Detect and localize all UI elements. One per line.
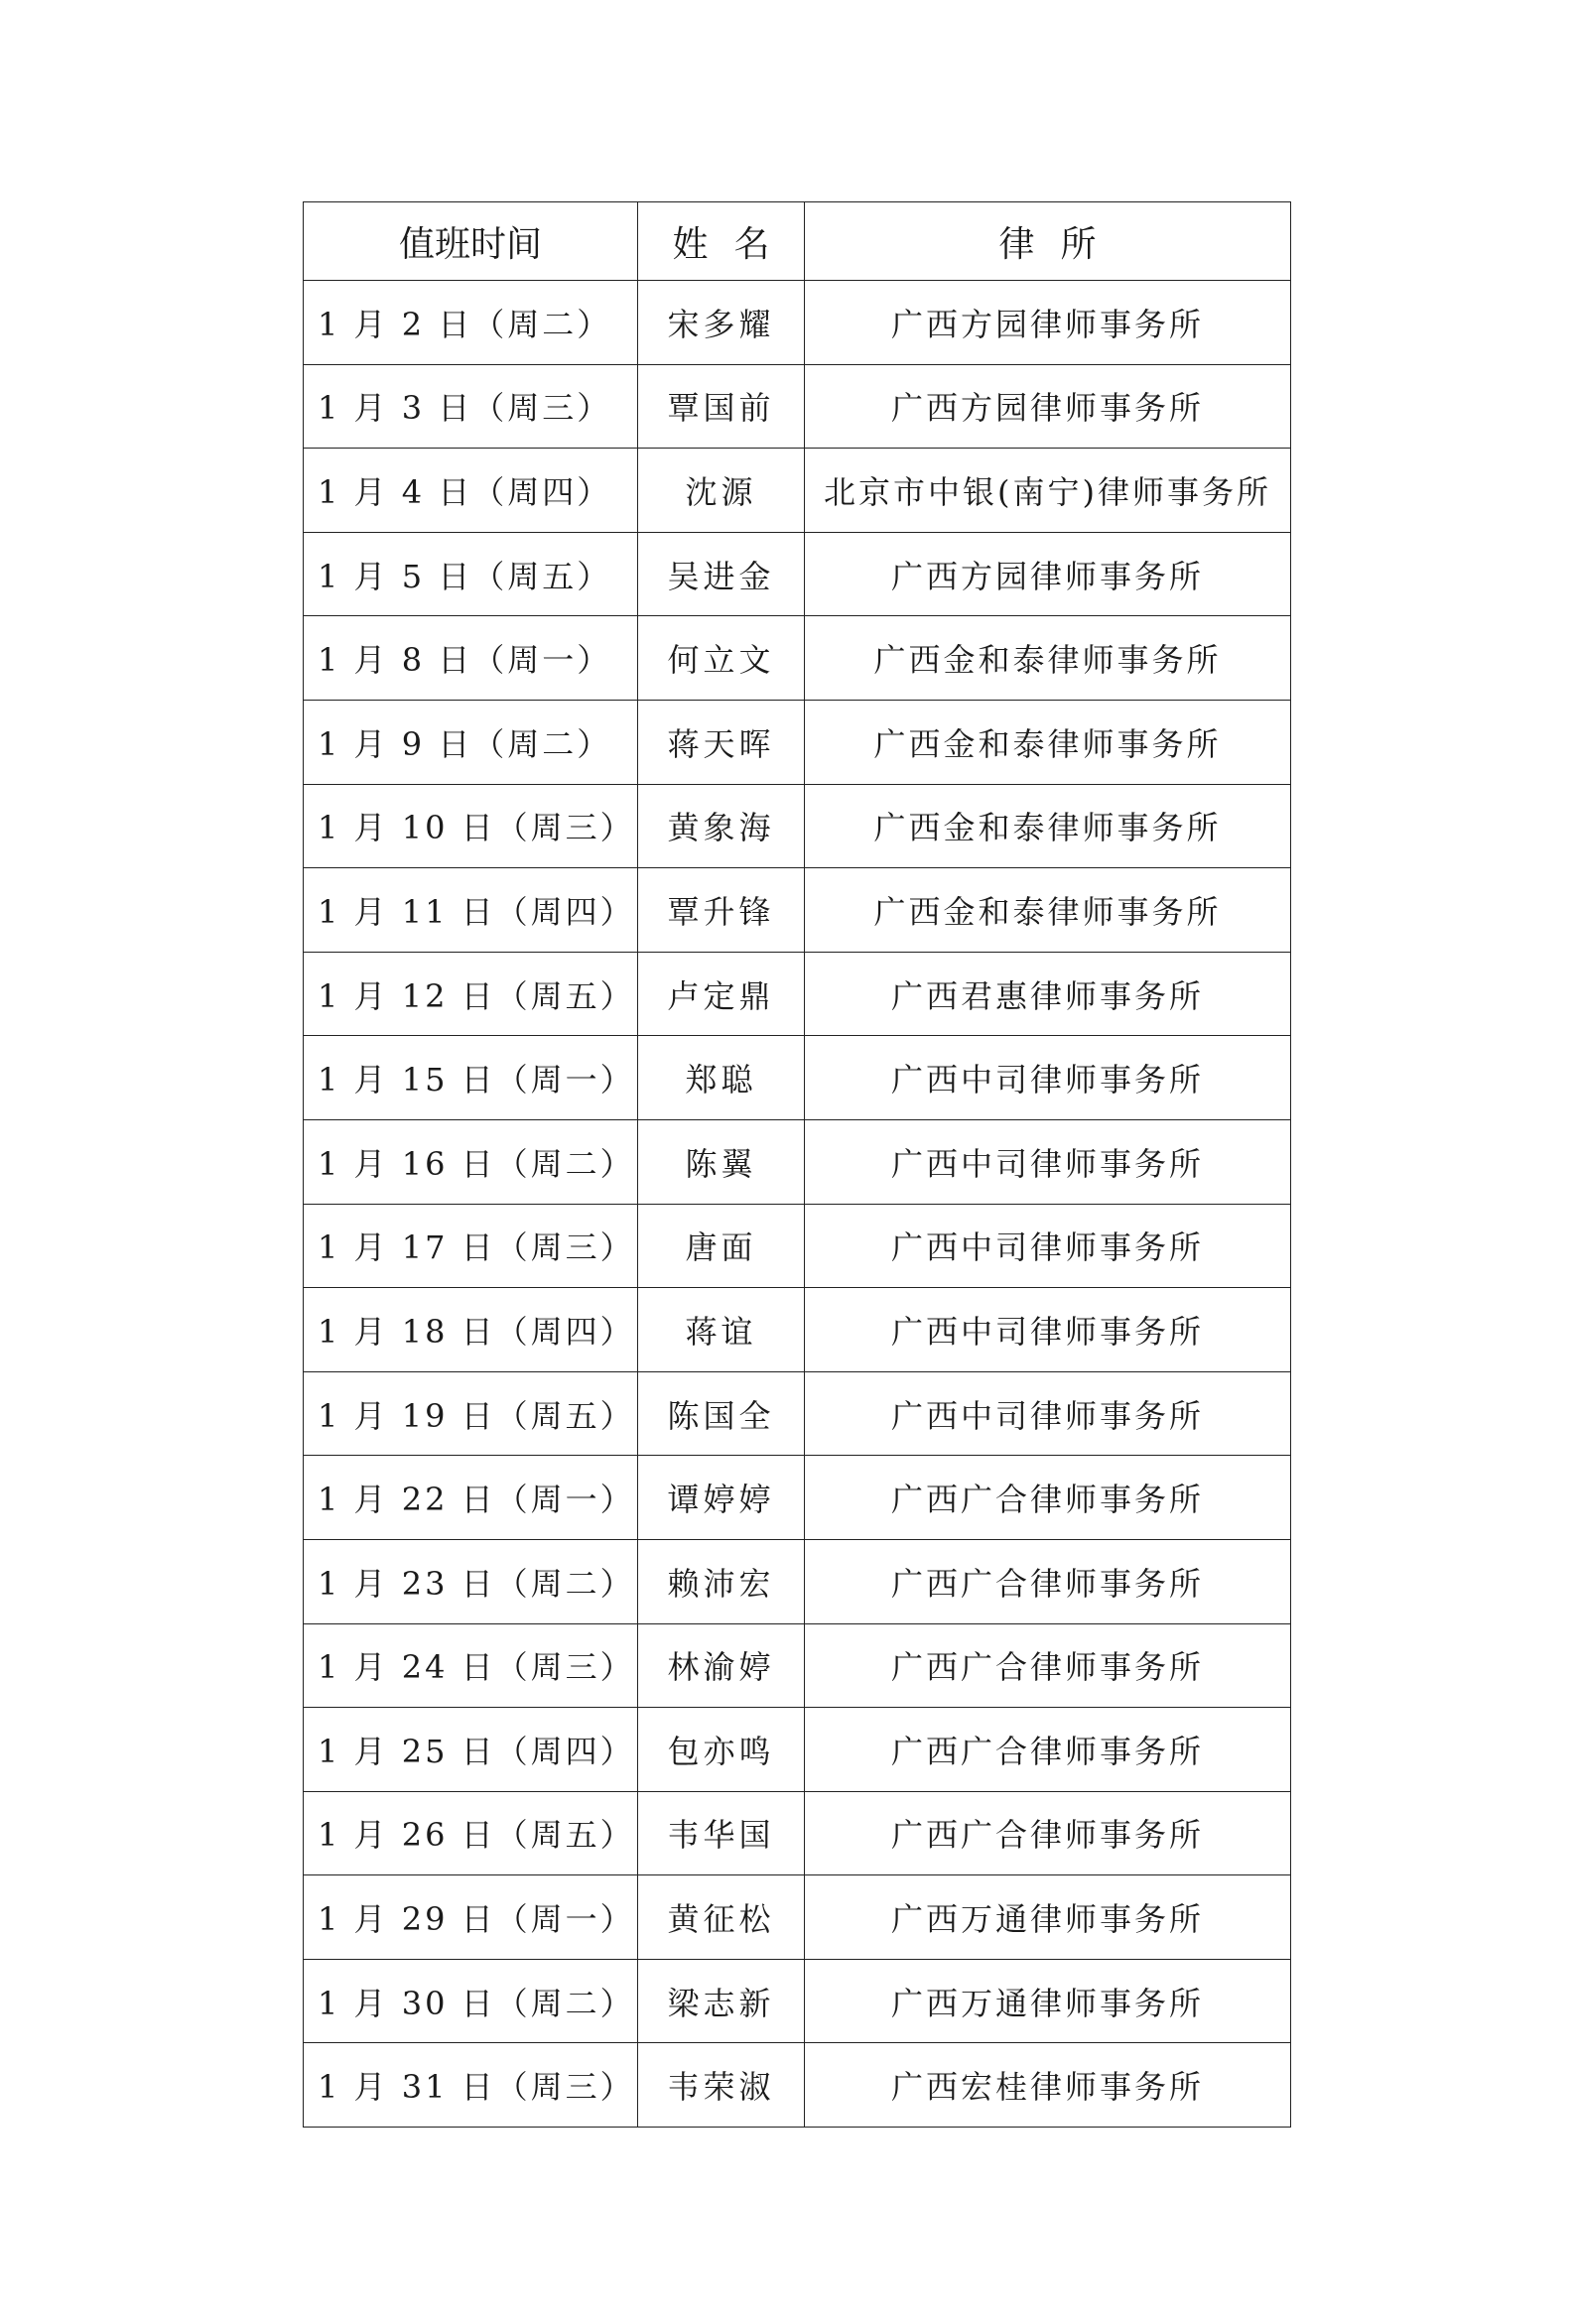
law-firm-cell: 广西中司律师事务所 — [805, 1371, 1291, 1456]
lawyer-name-cell: 黄征松 — [638, 1875, 805, 1960]
table-row — [304, 1875, 1291, 1960]
lawyer-name-cell: 覃升锋 — [638, 868, 805, 953]
lawyer-name-cell: 卢定鼎 — [638, 952, 805, 1036]
law-firm-cell: 广西广合律师事务所 — [805, 1791, 1291, 1875]
law-firm-cell: 广西宏桂律师事务所 — [805, 2043, 1291, 2128]
duty-date-cell: 1 月 22 日（周一） — [304, 1456, 638, 1540]
law-firm-cell: 广西中司律师事务所 — [805, 1119, 1291, 1204]
law-firm-cell: 广西金和泰律师事务所 — [805, 784, 1291, 868]
duty-date-cell: 1 月 17 日（周三） — [304, 1204, 638, 1288]
table-row — [304, 784, 1291, 868]
table-row — [304, 1036, 1291, 1120]
duty-date-cell: 1 月 10 日（周三） — [304, 784, 638, 868]
table-row — [304, 449, 1291, 533]
lawyer-name-cell: 黄象海 — [638, 784, 805, 868]
law-firm-cell: 广西中司律师事务所 — [805, 1036, 1291, 1120]
header-name: 姓名 — [638, 202, 805, 281]
law-firm-cell: 广西方园律师事务所 — [805, 364, 1291, 449]
law-firm-cell: 广西君惠律师事务所 — [805, 952, 1291, 1036]
duty-date-cell: 1 月 5 日（周五） — [304, 532, 638, 616]
table-row — [304, 1288, 1291, 1372]
table-row — [304, 1204, 1291, 1288]
lawyer-name-cell: 林渝婷 — [638, 1623, 805, 1708]
duty-date-cell: 1 月 16 日（周二） — [304, 1119, 638, 1204]
law-firm-cell: 广西方园律师事务所 — [805, 532, 1291, 616]
lawyer-name-cell: 何立文 — [638, 616, 805, 701]
header-row — [304, 202, 1291, 281]
duty-date-cell: 1 月 12 日（周五） — [304, 952, 638, 1036]
lawyer-name-cell: 陈翼 — [638, 1119, 805, 1204]
duty-date-cell: 1 月 3 日（周三） — [304, 364, 638, 449]
table-body — [304, 281, 1291, 2128]
law-firm-cell: 广西中司律师事务所 — [805, 1204, 1291, 1288]
duty-date-cell: 1 月 9 日（周二） — [304, 700, 638, 784]
table-row — [304, 1119, 1291, 1204]
table-row — [304, 2043, 1291, 2128]
table-row — [304, 1959, 1291, 2043]
lawyer-name-cell: 赖沛宏 — [638, 1539, 805, 1623]
table-row — [304, 1623, 1291, 1708]
duty-date-cell: 1 月 19 日（周五） — [304, 1371, 638, 1456]
duty-date-cell: 1 月 30 日（周二） — [304, 1959, 638, 2043]
duty-date-cell: 1 月 4 日（周四） — [304, 449, 638, 533]
table-row — [304, 1456, 1291, 1540]
lawyer-name-cell: 蒋天晖 — [638, 700, 805, 784]
duty-date-cell: 1 月 25 日（周四） — [304, 1708, 638, 1792]
lawyer-name-cell: 韦华国 — [638, 1791, 805, 1875]
law-firm-cell: 广西广合律师事务所 — [805, 1456, 1291, 1540]
lawyer-name-cell: 蒋谊 — [638, 1288, 805, 1372]
table-row — [304, 532, 1291, 616]
law-firm-cell: 广西金和泰律师事务所 — [805, 868, 1291, 953]
table-row — [304, 1791, 1291, 1875]
table-row — [304, 1708, 1291, 1792]
lawyer-name-cell: 梁志新 — [638, 1959, 805, 2043]
law-firm-cell: 广西金和泰律师事务所 — [805, 616, 1291, 701]
lawyer-name-cell: 宋多耀 — [638, 281, 805, 365]
law-firm-cell: 广西方园律师事务所 — [805, 281, 1291, 365]
duty-date-cell: 1 月 24 日（周三） — [304, 1623, 638, 1708]
duty-date-cell: 1 月 8 日（周一） — [304, 616, 638, 701]
lawyer-name-cell: 唐面 — [638, 1204, 805, 1288]
duty-date-cell: 1 月 31 日（周三） — [304, 2043, 638, 2128]
table-row — [304, 616, 1291, 701]
lawyer-name-cell: 吴进金 — [638, 532, 805, 616]
table-row — [304, 868, 1291, 953]
law-firm-cell: 广西万通律师事务所 — [805, 1959, 1291, 2043]
duty-date-cell: 1 月 26 日（周五） — [304, 1791, 638, 1875]
table-row — [304, 700, 1291, 784]
lawyer-name-cell: 郑聪 — [638, 1036, 805, 1120]
table-row — [304, 364, 1291, 449]
lawyer-name-cell: 覃国前 — [638, 364, 805, 449]
table-header — [304, 202, 1291, 281]
table-row — [304, 281, 1291, 365]
lawyer-name-cell: 谭婷婷 — [638, 1456, 805, 1540]
duty-date-cell: 1 月 23 日（周二） — [304, 1539, 638, 1623]
law-firm-cell: 广西广合律师事务所 — [805, 1539, 1291, 1623]
duty-date-cell: 1 月 18 日（周四） — [304, 1288, 638, 1372]
duty-roster-table — [303, 201, 1291, 2128]
law-firm-cell: 广西金和泰律师事务所 — [805, 700, 1291, 784]
lawyer-name-cell: 包亦鸣 — [638, 1708, 805, 1792]
table-row — [304, 952, 1291, 1036]
lawyer-name-cell: 韦荣淑 — [638, 2043, 805, 2128]
duty-date-cell: 1 月 2 日（周二） — [304, 281, 638, 365]
duty-date-cell: 1 月 29 日（周一） — [304, 1875, 638, 1960]
law-firm-cell: 北京市中银(南宁)律师事务所 — [805, 449, 1291, 533]
lawyer-name-cell: 沈源 — [638, 449, 805, 533]
header-duty-time: 值班时间 — [304, 202, 638, 281]
law-firm-cell: 广西中司律师事务所 — [805, 1288, 1291, 1372]
header-law-firm: 律所 — [805, 202, 1291, 281]
duty-date-cell: 1 月 11 日（周四） — [304, 868, 638, 953]
law-firm-cell: 广西万通律师事务所 — [805, 1875, 1291, 1960]
law-firm-cell: 广西广合律师事务所 — [805, 1623, 1291, 1708]
law-firm-cell: 广西广合律师事务所 — [805, 1708, 1291, 1792]
duty-date-cell: 1 月 15 日（周一） — [304, 1036, 638, 1120]
lawyer-name-cell: 陈国全 — [638, 1371, 805, 1456]
table-row — [304, 1371, 1291, 1456]
table-row — [304, 1539, 1291, 1623]
